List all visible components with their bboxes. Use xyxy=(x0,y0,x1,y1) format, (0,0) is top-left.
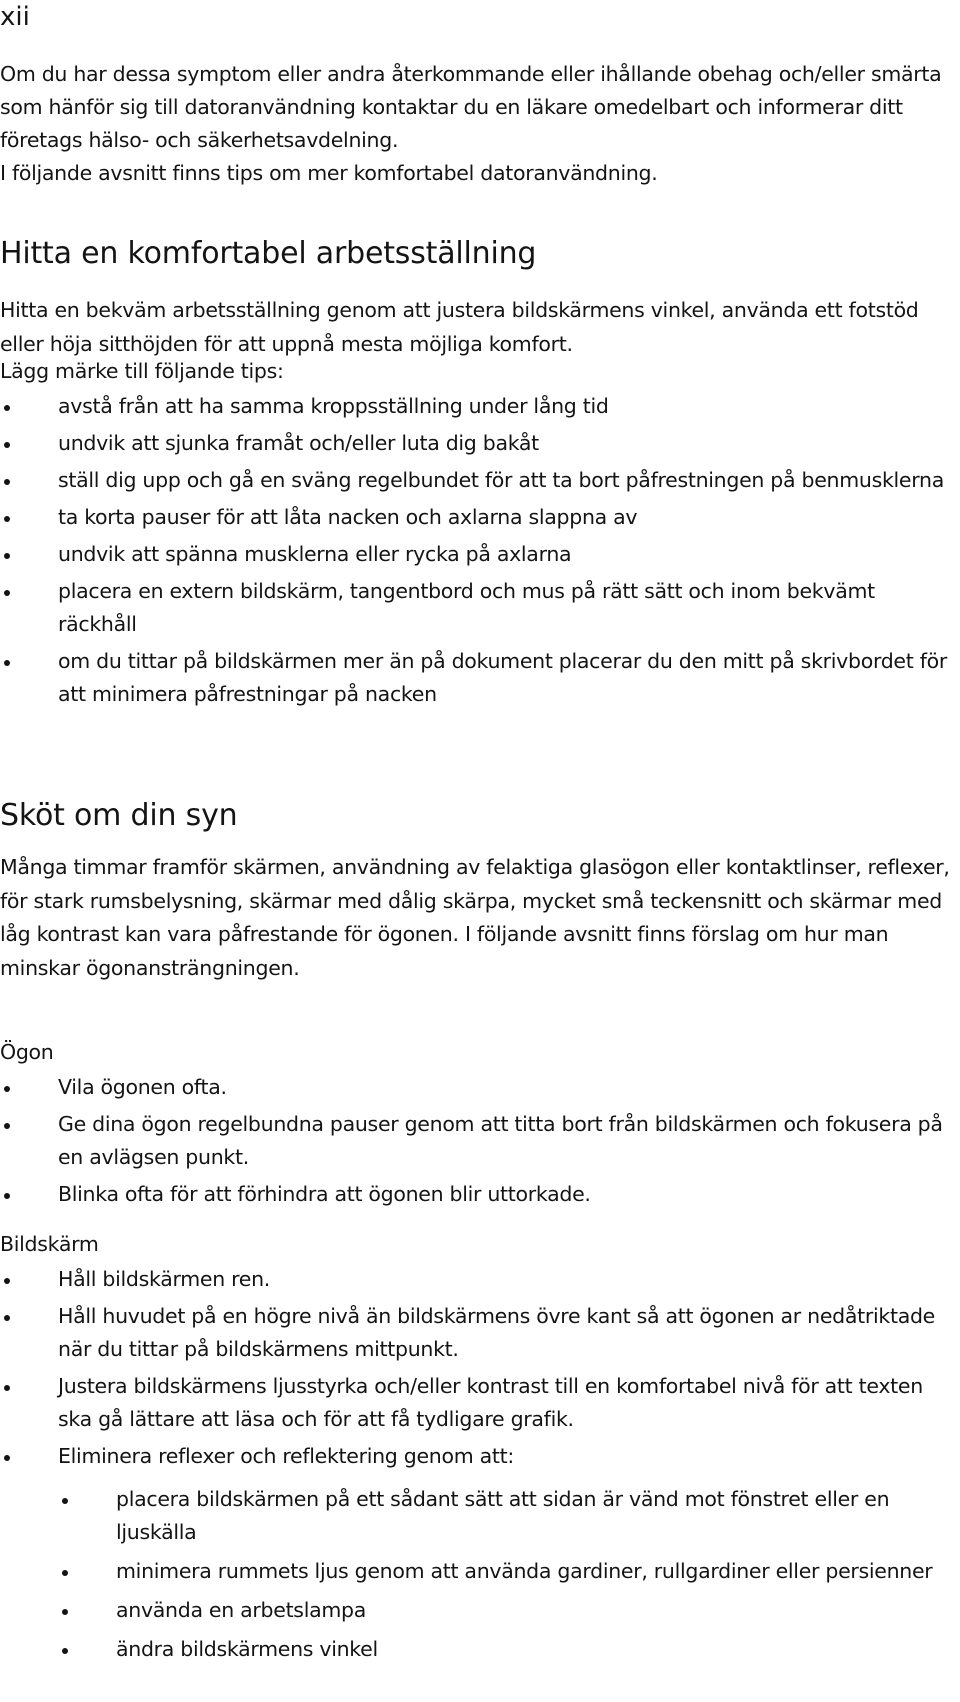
section-paragraph: Hitta en bekväm arbetsställning genom att justera bildskärmens vinkel, använda ett fotstöd eller höja sitthöjden för att uppnå mesta möjliga komfort. xyxy=(0,298,919,356)
list-item: undvik att sjunka framåt och/eller luta dig bakåt xyxy=(0,427,955,460)
list-item: Ge dina ögon regelbundna pauser genom att titta bort från bildskärmen och fokusera på en avlägsen punkt. xyxy=(0,1108,955,1174)
tips-lead: Lägg märke till följande tips: xyxy=(0,359,284,383)
list-item: Håll bildskärmen ren. xyxy=(0,1263,955,1296)
display-tips-list xyxy=(0,1263,955,1672)
list-item: Justera bildskärmens ljusstyrka och/eller kontrast till en komfortabel nivå för att texten ska gå lättare att läsa och för att få tydligare grafik. xyxy=(0,1370,955,1436)
list-item: ta korta pauser för att låta nacken och axlarna slappna av xyxy=(0,501,955,534)
sublist-item: ändra bildskärmens vinkel xyxy=(58,1633,955,1666)
list-item: avstå från att ha samma kroppsställning under lång tid xyxy=(0,390,955,423)
section-heading-posture: Hitta en komfortabel arbetsställning xyxy=(0,236,537,271)
page-number: xii xyxy=(0,2,30,32)
list-item: placera en extern bildskärm, tangentbord och mus på rätt sätt och inom bekvämt räckhåll xyxy=(0,575,955,641)
list-item: Vila ögonen ofta. xyxy=(0,1071,955,1104)
list-item: om du tittar på bildskärmen mer än på dokument placerar du den mitt på skrivbordet för att minimera påfrestningar på nacken xyxy=(0,645,955,711)
list-item: ställ dig upp och gå en sväng regelbundet för att ta bort påfrestningen på benmusklerna xyxy=(0,464,955,497)
list-item: undvik att spänna musklerna eller rycka på axlarna xyxy=(0,538,955,571)
section-paragraph: Många timmar framför skärmen, användning av felaktiga glasögon eller kontaktlinser, reflexer, för stark rumsbelysning, skärmar med dålig skärpa, mycket små teckensnitt och skärmar med låg kontrast kan vara påfrestande för ögonen. I följande avsnitt finns förslag om hur man minskar ögonansträngningen. xyxy=(0,855,950,980)
list-item-text: Eliminera reflexer och reflektering genom att: xyxy=(58,1444,514,1468)
intro-text xyxy=(0,58,950,190)
intro-paragraph: I följande avsnitt finns tips om mer komfortabel datoranvändning. xyxy=(0,161,658,185)
subheading-display: Bildskärm xyxy=(0,1232,99,1256)
posture-tips-list xyxy=(0,390,955,715)
intro-paragraph: Om du har dessa symptom eller andra återkommande eller ihållande obehag och/eller smärta som hänför sig till datoranvändning kontaktar du en läkare omedelbart och informerar ditt företags hälso- och säkerhetsavdelning. xyxy=(0,62,942,152)
eye-tips-list xyxy=(0,1071,955,1215)
list-item: Blinka ofta för att förhindra att ögonen blir uttorkade. xyxy=(0,1178,955,1211)
list-item-with-sublist xyxy=(0,1440,955,1666)
section-heading-eyesight: Sköt om din syn xyxy=(0,798,238,833)
sublist-item: placera bildskärmen på ett sådant sätt att sidan är vänd mot fönstret eller en ljuskälla xyxy=(58,1483,955,1549)
sublist-item: använda en arbetslampa xyxy=(58,1594,955,1627)
reflection-tips-sublist xyxy=(58,1483,955,1666)
sublist-item: minimera rummets ljus genom att använda gardiner, rullgardiner eller persienner xyxy=(58,1555,955,1588)
subheading-eyes: Ögon xyxy=(0,1040,54,1064)
list-item: Håll huvudet på en högre nivå än bildskärmens övre kant så att ögonen ar nedåtriktade när du tittar på bildskärmens mittpunkt. xyxy=(0,1300,955,1366)
